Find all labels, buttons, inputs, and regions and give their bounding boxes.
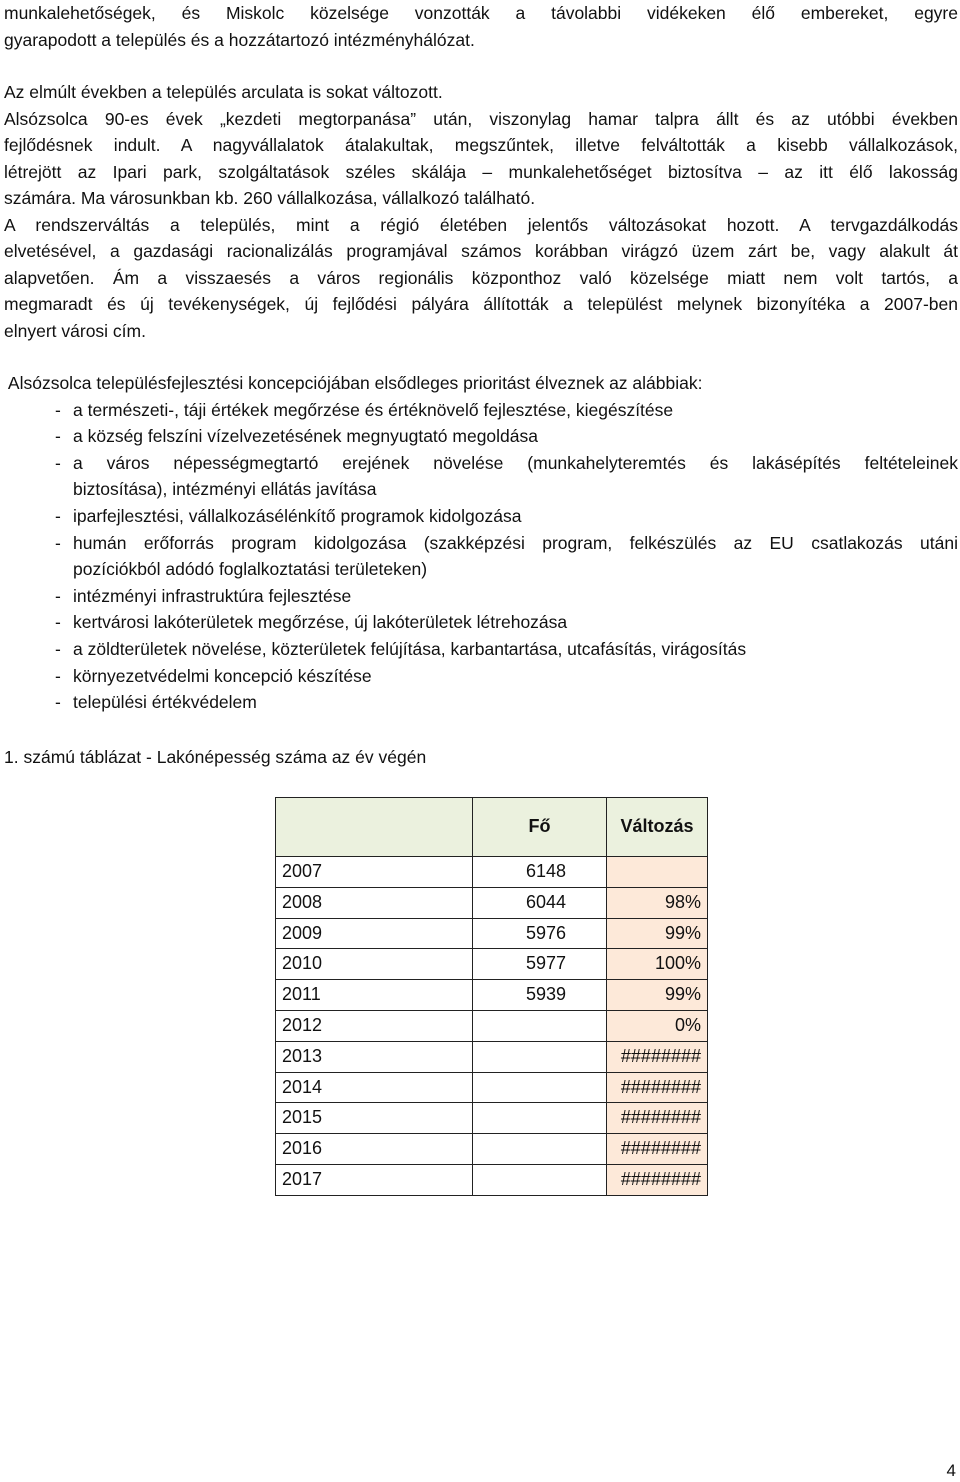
bullet-dash: -	[55, 452, 61, 473]
list-item	[4, 609, 958, 636]
list-item	[4, 583, 958, 610]
list-item-text: környezetvédelmi koncepció készítése	[73, 665, 372, 686]
table-caption: 1. számú táblázat - Lakónépesség száma az év végén	[4, 747, 427, 767]
list-item	[4, 450, 958, 477]
table-cell	[473, 1134, 607, 1165]
table-cell: 98%	[607, 887, 708, 918]
table-cell: ########	[607, 1041, 708, 1072]
table-header-row	[276, 798, 708, 857]
text-line: gyarapodott a település és a hozzátartozó intézményhálózat.	[4, 29, 475, 50]
list-item	[4, 530, 958, 557]
list-item-text: települési értékvédelem	[73, 692, 257, 713]
text-line: számára. Ma városunkban kb. 260 vállalkozása, vállalkozó található.	[4, 188, 536, 208]
list-item-text: iparfejlesztési, vállalkozásélénkítő programok kidolgozása	[73, 505, 522, 526]
text-line: létrejött az Ipari park, szolgáltatások széles skálája – munkalehetőséget biztosítva – az itt élő lakosság	[4, 161, 958, 182]
list-item-text: biztosítása), intézményi ellátás javítása	[73, 479, 377, 500]
bullet-dash	[55, 556, 69, 583]
table-cell: 2010	[276, 949, 473, 980]
table-cell: 100%	[607, 949, 708, 980]
list-item-text: a zöldterületek növelése, közterületek felújítása, karbantartása, utcafásítás, virágosítás	[73, 638, 747, 659]
table-row	[276, 1041, 708, 1072]
table-cell: 99%	[607, 980, 708, 1011]
table-cell	[607, 857, 708, 888]
list-item-text: kertvárosi lakóterületek megőrzése, új lakóterületek létrehozása	[73, 612, 568, 633]
population-table-body	[276, 798, 708, 1196]
table-cell	[473, 1164, 607, 1195]
table-cell: 2016	[276, 1134, 473, 1165]
text-line: munkalehetőségek, és Miskolc közelsége vonzották a távolabbi vidékeken élő embereket, egyre	[4, 3, 958, 23]
table-cell: 6044	[473, 887, 607, 918]
list-item	[4, 476, 958, 503]
text-line: elnyert városi cím.	[4, 320, 146, 341]
table-cell: 2012	[276, 1010, 473, 1041]
table-header-cell	[276, 798, 473, 857]
table-cell: 2009	[276, 918, 473, 949]
table-header-cell: Fő	[473, 798, 607, 857]
table-row	[276, 949, 708, 980]
list-item-text: a község felszíni vízelvezetésének megnyugtató megoldása	[73, 426, 538, 447]
list-item	[4, 636, 958, 663]
text-line: elvetésével, a gazdasági racionalizálás programjával számos korábban virágzó üzem zárt be, vagy alakult át	[4, 241, 958, 261]
text-line: fejlődésnek indult. A nagyvállalatok átalakultak, megszűntek, illetve felváltották a kisebb vállalkozások,	[4, 135, 958, 155]
table-cell: 2014	[276, 1072, 473, 1103]
table-header-cell: Változás	[607, 798, 708, 857]
table-cell	[473, 1103, 607, 1134]
list-item	[4, 689, 958, 716]
bullet-dash: -	[55, 692, 61, 713]
table-row	[276, 918, 708, 949]
table-cell: ########	[607, 1072, 708, 1103]
list-item	[4, 397, 958, 424]
table-row	[276, 1010, 708, 1041]
priorities-intro: Alsózsolca településfejlesztési koncepciójában elsődleges prioritást élveznek az alábbiak:	[4, 373, 703, 393]
table-cell: 2013	[276, 1041, 473, 1072]
table-cell: ########	[607, 1134, 708, 1165]
list-item	[4, 556, 958, 583]
table-row	[276, 980, 708, 1011]
table-row	[276, 887, 708, 918]
table-cell: ########	[607, 1164, 708, 1195]
list-item-text: intézményi infrastruktúra fejlesztése	[73, 585, 352, 606]
bullet-dash: -	[55, 612, 61, 633]
table-cell	[473, 1010, 607, 1041]
list-item	[4, 663, 958, 690]
priorities-section	[4, 370, 958, 716]
table-cell: ########	[607, 1103, 708, 1134]
table-cell: 2017	[276, 1164, 473, 1195]
list-item-text: a természeti-, táji értékek megőrzése és értéknövelő fejlesztése, kiegészítése	[73, 399, 674, 420]
table-cell: 2008	[276, 887, 473, 918]
table-cell: 2011	[276, 980, 473, 1011]
text-line: A rendszerváltás a település, mint a régió életében jelentős változásokat hozott. A tervgazdálkodás	[4, 214, 958, 235]
table-cell: 5939	[473, 980, 607, 1011]
table-cell: 5976	[473, 918, 607, 949]
development-paragraph	[4, 79, 958, 344]
bullet-dash: -	[55, 665, 61, 686]
list-item-text: humán erőforrás program kidolgozása (szakképzési program, felkészülés az EU csatlakozás utáni	[73, 532, 958, 553]
intro-paragraph	[4, 0, 958, 53]
list-item	[4, 423, 958, 450]
bullet-dash: -	[55, 399, 61, 420]
population-table	[275, 797, 708, 1196]
table-row	[276, 1134, 708, 1165]
table-cell: 99%	[607, 918, 708, 949]
table-cell: 2007	[276, 857, 473, 888]
bullet-dash: -	[55, 585, 61, 606]
table-cell: 6148	[473, 857, 607, 888]
bullet-dash: -	[55, 426, 61, 447]
bullet-dash	[55, 476, 69, 503]
table-cell: 2015	[276, 1103, 473, 1134]
table-cell	[473, 1072, 607, 1103]
table-row	[276, 1164, 708, 1195]
priorities-list	[4, 397, 958, 716]
table-row	[276, 857, 708, 888]
text-line: megmaradt és új tevékenységek, új fejlődési pályára állították a települést melynek bizonyítéka a 2007-ben	[4, 294, 958, 314]
table-cell: 5977	[473, 949, 607, 980]
text-line: Az elmúlt években a település arculata is sokat változott.	[4, 82, 443, 102]
bullet-dash: -	[55, 505, 61, 526]
list-item-text: a város népességmegtartó erejének növelése (munkahelyteremtés és lakásépítés feltételeinek	[73, 452, 958, 473]
table-row	[276, 1103, 708, 1134]
list-item-text: pozíciókból adódó foglalkoztatási területeken)	[73, 559, 428, 580]
list-item	[4, 503, 958, 530]
table-cell	[473, 1041, 607, 1072]
table-cell: 0%	[607, 1010, 708, 1041]
table-row	[276, 1072, 708, 1103]
bullet-dash: -	[55, 638, 61, 659]
bullet-dash: -	[55, 532, 61, 553]
text-line: Alsózsolca 90-es évek „kezdeti megtorpanása” után, viszonylag hamar talpra állt és az utóbbi években	[4, 108, 958, 129]
text-line: alapvetően. Ám a visszaesés a város regionális központhoz való közelsége miatt nem volt tartós, a	[4, 267, 958, 288]
page-number: 4	[946, 1461, 956, 1480]
